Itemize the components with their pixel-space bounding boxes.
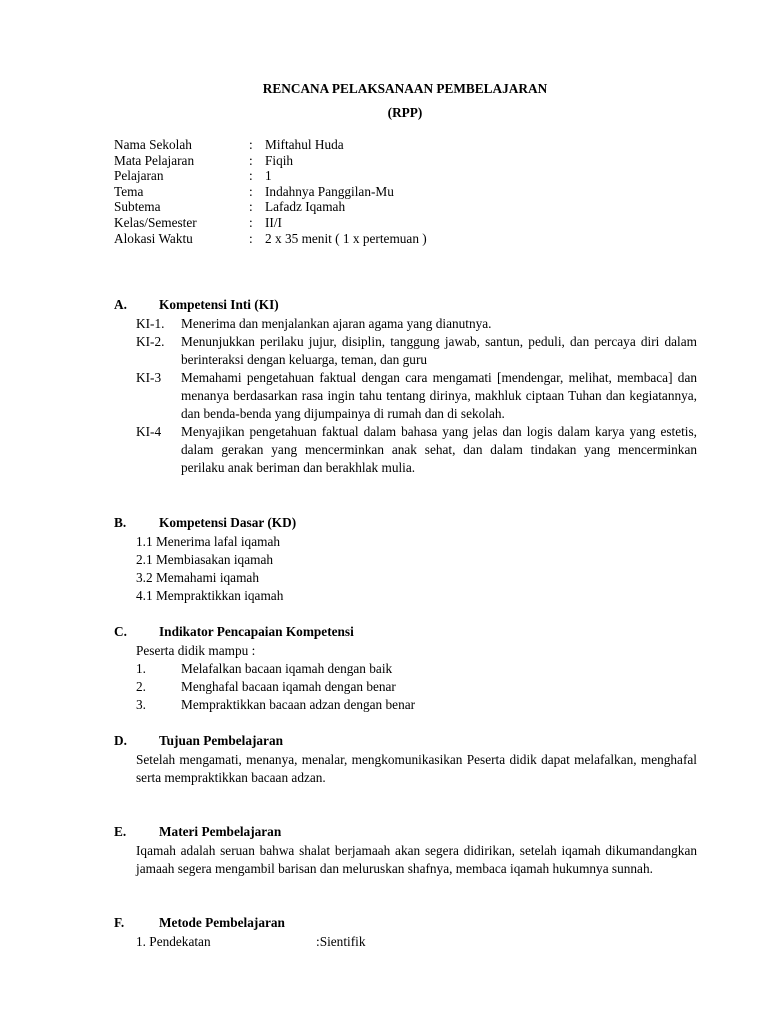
ki-item [136, 423, 697, 477]
section-letter: B. [114, 515, 127, 530]
section-heading [114, 824, 697, 842]
info-value: Fiqih [265, 152, 294, 168]
kd-item: 2.1 Membiasakan iqamah [136, 552, 273, 567]
ki-code: KI-1. [136, 316, 165, 331]
info-colon: : [249, 137, 253, 152]
indicator-number: 2. [136, 679, 146, 694]
info-row-time [114, 231, 427, 247]
info-value: Miftahul Huda [265, 137, 344, 152]
section-title: Materi Pembelajaran [159, 824, 282, 839]
document-subtitle: (RPP) [387, 105, 423, 120]
section-e [114, 824, 697, 878]
info-value: Indahnya Panggilan-Mu [265, 183, 394, 199]
info-label: Tema [114, 183, 144, 199]
indicator-intro: Peserta didik mampu : [136, 643, 256, 658]
ki-code: KI-3 [136, 370, 162, 385]
section-title: Kompetensi Inti (KI) [159, 297, 279, 312]
section-title: Kompetensi Dasar (KD) [159, 515, 297, 530]
section-heading [114, 515, 697, 533]
method-value: :Sientifik [316, 934, 366, 949]
ki-item [136, 315, 697, 333]
section-title: Metode Pembelajaran [159, 915, 285, 930]
info-value: II/I [265, 214, 282, 230]
section-b [114, 515, 697, 605]
info-row-lesson [114, 168, 427, 184]
info-colon: : [249, 214, 253, 230]
identity-block [114, 137, 427, 246]
indicator-item [136, 696, 697, 714]
info-label: Mata Pelajaran [114, 152, 195, 168]
section-a [114, 297, 697, 477]
ki-code: KI-2. [136, 334, 165, 349]
info-colon: : [249, 168, 253, 184]
ki-text: Menyajikan pengetahuan faktual dalam bahasa yang jelas dan logis dalam karya yang estetis, dalam gerakan yang mencerminkan anak sehat, dan dalam tindakan yang mencerminkan perilaku anak beriman dan berakhlak mulia. [181, 424, 697, 475]
section-title: Indikator Pencapaian Kompetensi [159, 624, 354, 639]
ki-item [136, 369, 697, 423]
info-row-subject [114, 153, 427, 169]
kd-item: 3.2 Memahami iqamah [136, 570, 259, 585]
info-value: 1 [265, 168, 272, 184]
info-colon: : [249, 199, 253, 215]
ki-item [136, 333, 697, 369]
info-value: Lafadz Iqamah [265, 199, 346, 215]
ki-text: Menerima dan menjalankan ajaran agama yang dianutnya. [181, 316, 492, 331]
method-label: 1. Pendekatan [136, 934, 211, 949]
section-letter: C. [114, 624, 127, 639]
document-title: RENCANA PELAKSANAAN PEMBELAJARAN [262, 81, 548, 96]
material-text: Iqamah adalah seruan bahwa shalat berjamaah akan segera didirikan, setelah iqamah dikumandangkan jamaah segera mengambil barisan dan meluruskan shafnya, membaca iqamah hukumnya sunnah. [136, 843, 697, 876]
section-title: Tujuan Pembelajaran [159, 733, 283, 748]
info-row-theme [114, 184, 427, 200]
indicator-item [136, 660, 697, 678]
section-letter: F. [114, 915, 125, 930]
section-heading [114, 297, 697, 315]
info-colon: : [249, 183, 253, 199]
section-c [114, 624, 697, 714]
indicator-number: 3. [136, 697, 146, 712]
info-label: Nama Sekolah [114, 137, 192, 152]
indicator-item [136, 678, 697, 696]
method-item [136, 933, 697, 951]
indicator-number: 1. [136, 661, 146, 676]
info-label: Kelas/Semester [114, 214, 197, 230]
info-colon: : [249, 152, 253, 168]
indicator-text: Mempraktikkan bacaan adzan dengan benar [181, 697, 416, 712]
info-label: Alokasi Waktu [114, 230, 193, 246]
section-letter: A. [114, 297, 127, 312]
section-d [114, 733, 697, 787]
info-label: Pelajaran [114, 168, 164, 184]
ki-text: Memahami pengetahuan faktual dengan cara mengamati [mendengar, melihat, membaca] dan menanya berdasarkan rasa ingin tahu tentang dirinya, makhluk ciptaan Tuhan dan kegiatannya, dan benda-benda yang dijumpainya di rumah dan di sekolah. [181, 370, 697, 421]
info-row-subtheme [114, 199, 427, 215]
indicator-text: Melafalkan bacaan iqamah dengan baik [181, 661, 393, 676]
objective-text: Setelah mengamati, menanya, menalar, mengkomunikasikan Peserta didik dapat melafalkan, menghafal serta mempraktikkan bacaan adzan. [136, 752, 697, 785]
section-letter: D. [114, 733, 127, 748]
section-f [114, 915, 697, 951]
info-colon: : [249, 230, 253, 246]
section-letter: E. [114, 824, 127, 839]
ki-text: Menunjukkan perilaku jujur, disiplin, tanggung jawab, santun, peduli, dan percaya diri dalam berinteraksi dengan keluarga, teman, dan guru [181, 334, 697, 367]
section-heading [114, 915, 697, 933]
info-row-class [114, 215, 427, 231]
section-heading [114, 624, 697, 642]
ki-code: KI-4 [136, 424, 162, 439]
kd-item: 4.1 Mempraktikkan iqamah [136, 588, 284, 603]
kd-item: 1.1 Menerima lafal iqamah [136, 534, 280, 549]
info-label: Subtema [114, 199, 161, 215]
info-row-school [114, 137, 427, 153]
indicator-text: Menghafal bacaan iqamah dengan benar [181, 679, 396, 694]
section-heading [114, 733, 697, 751]
info-value: 2 x 35 menit ( 1 x pertemuan ) [265, 230, 427, 246]
